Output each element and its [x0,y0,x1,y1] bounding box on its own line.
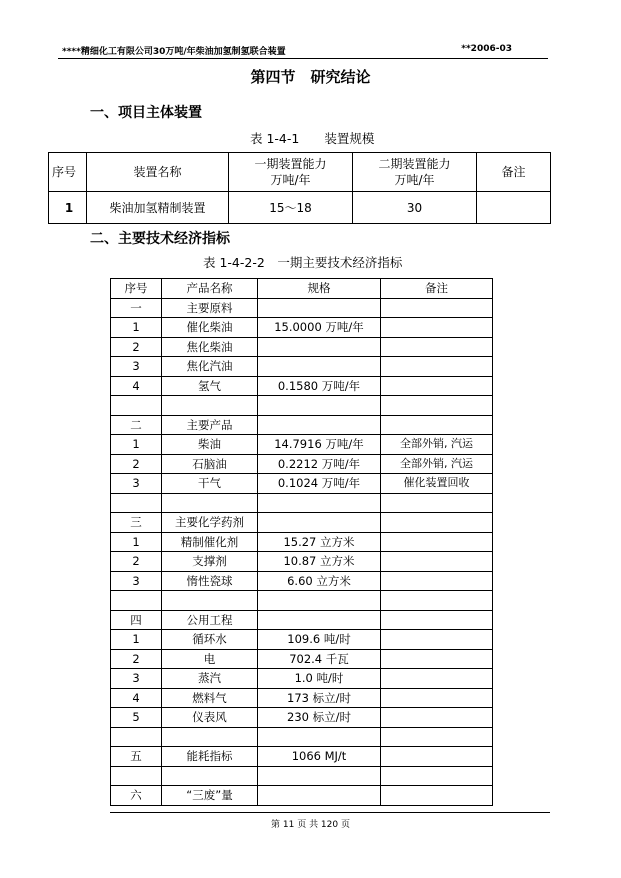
cell-spec: 0.1024 万吨/年 [258,474,381,494]
cell-note [381,298,493,318]
cell-note [381,318,493,338]
cell-seq [111,396,162,416]
cell-note [381,337,493,357]
cell-phase1: 15～18 [229,192,353,224]
table-row [111,571,493,591]
cell-seq: 一 [111,298,162,318]
cell-note [381,610,493,630]
page-footer: 第 11 页 共 120 页 [271,820,350,830]
heading-main-units: 一、项目主体装置 [90,105,202,121]
cell-seq: 3 [111,357,162,377]
cell-seq: 1 [49,192,87,224]
table-row [111,396,493,416]
col-name: 装置名称 [87,153,229,192]
cell-seq: 2 [111,649,162,669]
cell-spec: 1.0 吨/时 [258,669,381,689]
table-header-row [49,153,551,192]
table-row [111,727,493,747]
table-row [111,513,493,533]
cell-note [381,727,493,747]
cell-spec: 230 标立/时 [258,708,381,728]
col-seq: 序号 [111,279,162,299]
col-phase1 [229,153,353,192]
cell-seq: 1 [111,435,162,455]
table-row [111,766,493,786]
cell-note [381,591,493,611]
cell-note [381,396,493,416]
cell-seq: 3 [111,669,162,689]
cell-spec: 0.1580 万吨/年 [258,376,381,396]
cell-product [162,766,258,786]
cell-product: 氢气 [162,376,258,396]
cell-spec: 109.6 吨/时 [258,630,381,650]
table-row [111,649,493,669]
cell-seq: 二 [111,415,162,435]
table-row [49,192,551,224]
cell-seq: 三 [111,513,162,533]
table1-caption: 表 1-4-1 装置规模 [250,131,375,146]
cell-note [381,571,493,591]
cell-spec [258,337,381,357]
col-phase2-line2: 万吨/年 [394,173,435,187]
col-note: 备注 [381,279,493,299]
cell-spec [258,591,381,611]
col-phase1-line1: 一期装置能力 [254,157,327,171]
cell-product: 主要化学药剂 [162,513,258,533]
cell-phase2: 30 [353,192,477,224]
cell-seq: 4 [111,376,162,396]
cell-product: 干气 [162,474,258,494]
table2-caption: 表 1-4-2-2 一期主要技术经济指标 [203,255,403,270]
table-row [111,591,493,611]
table-row [111,376,493,396]
cell-spec: 702.4 千瓦 [258,649,381,669]
table-row [111,357,493,377]
cell-product: 焦化汽油 [162,357,258,377]
cell-product: 公用工程 [162,610,258,630]
cell-seq: 2 [111,454,162,474]
cell-product: 精制催化剂 [162,532,258,552]
header-date: **2006-03 [461,44,512,54]
cell-spec [258,396,381,416]
cell-spec: 173 标立/时 [258,688,381,708]
cell-spec [258,610,381,630]
table-row [111,454,493,474]
cell-note [381,708,493,728]
cell-product: 电 [162,649,258,669]
cell-note [477,192,551,224]
cell-product: 循环水 [162,630,258,650]
cell-product: “三废”量 [162,786,258,806]
cell-product: 燃料气 [162,688,258,708]
cell-spec: 1066 MJ/t [258,747,381,767]
cell-note: 全部外销, 汽运 [381,435,493,455]
cell-spec: 10.87 立方米 [258,552,381,572]
cell-spec [258,513,381,533]
table-row [111,532,493,552]
cell-product: 蒸汽 [162,669,258,689]
cell-seq: 1 [111,532,162,552]
cell-spec [258,727,381,747]
table-row [111,298,493,318]
cell-note [381,376,493,396]
col-seq: 序号 [49,153,87,192]
cell-seq [111,727,162,747]
cell-note [381,630,493,650]
page-header [58,40,548,58]
cell-spec: 15.0000 万吨/年 [258,318,381,338]
cell-note [381,688,493,708]
cell-product: 石脑油 [162,454,258,474]
cell-seq: 六 [111,786,162,806]
cell-note [381,766,493,786]
cell-note: 全部外销, 汽运 [381,454,493,474]
cell-product [162,591,258,611]
cell-spec: 0.2212 万吨/年 [258,454,381,474]
table-row [111,318,493,338]
cell-spec: 6.60 立方米 [258,571,381,591]
cell-note: 催化装置回收 [381,474,493,494]
table-row [111,669,493,689]
table-header-row [111,279,493,299]
cell-spec [258,415,381,435]
cell-spec [258,786,381,806]
cell-note [381,415,493,435]
table-row [111,610,493,630]
cell-product: 柴油 [162,435,258,455]
col-product: 产品名称 [162,279,258,299]
cell-seq: 1 [111,318,162,338]
cell-seq: 1 [111,630,162,650]
cell-product [162,727,258,747]
cell-seq: 2 [111,552,162,572]
table-row [111,474,493,494]
cell-name: 柴油加氢精制装置 [87,192,229,224]
section-title: 第四节 研究结论 [250,68,371,86]
cell-product: 支撑剂 [162,552,258,572]
cell-spec [258,766,381,786]
table-row [111,493,493,513]
col-phase2-line1: 二期装置能力 [378,157,451,171]
cell-seq: 3 [111,571,162,591]
cell-note [381,357,493,377]
col-spec: 规格 [258,279,381,299]
cell-note [381,747,493,767]
header-company: ****精细化工有限公司30万吨/年柴油加氢制氢联合装置 [62,47,286,57]
cell-spec [258,357,381,377]
table-row [111,786,493,806]
table-row [111,435,493,455]
cell-note [381,786,493,806]
cell-seq: 2 [111,337,162,357]
cell-note [381,649,493,669]
table-row [111,630,493,650]
cell-product [162,396,258,416]
cell-seq: 五 [111,747,162,767]
cell-note [381,493,493,513]
cell-seq: 四 [111,610,162,630]
col-note: 备注 [477,153,551,192]
cell-note [381,552,493,572]
cell-product: 能耗指标 [162,747,258,767]
cell-seq [111,766,162,786]
table-row [111,708,493,728]
indicators-table [110,278,493,806]
cell-product: 主要产品 [162,415,258,435]
heading-indicators: 二、主要技术经济指标 [90,231,230,247]
cell-seq: 3 [111,474,162,494]
cell-spec: 15.27 立方米 [258,532,381,552]
scale-table [48,152,551,224]
col-phase1-line2: 万吨/年 [270,173,311,187]
cell-note [381,532,493,552]
cell-product: 主要原料 [162,298,258,318]
cell-note [381,669,493,689]
table-row [111,552,493,572]
table-row [111,415,493,435]
cell-seq: 5 [111,708,162,728]
cell-note [381,513,493,533]
cell-seq: 4 [111,688,162,708]
cell-product [162,493,258,513]
table-row [111,337,493,357]
col-phase2 [353,153,477,192]
cell-product: 惰性瓷球 [162,571,258,591]
cell-seq [111,591,162,611]
table-row [111,747,493,767]
cell-product: 催化柴油 [162,318,258,338]
header-divider [58,58,548,59]
cell-spec: 14.7916 万吨/年 [258,435,381,455]
footer-divider [110,812,550,813]
cell-seq [111,493,162,513]
cell-spec [258,298,381,318]
cell-product: 仪表风 [162,708,258,728]
cell-spec [258,493,381,513]
cell-product: 焦化柴油 [162,337,258,357]
table-row [111,688,493,708]
